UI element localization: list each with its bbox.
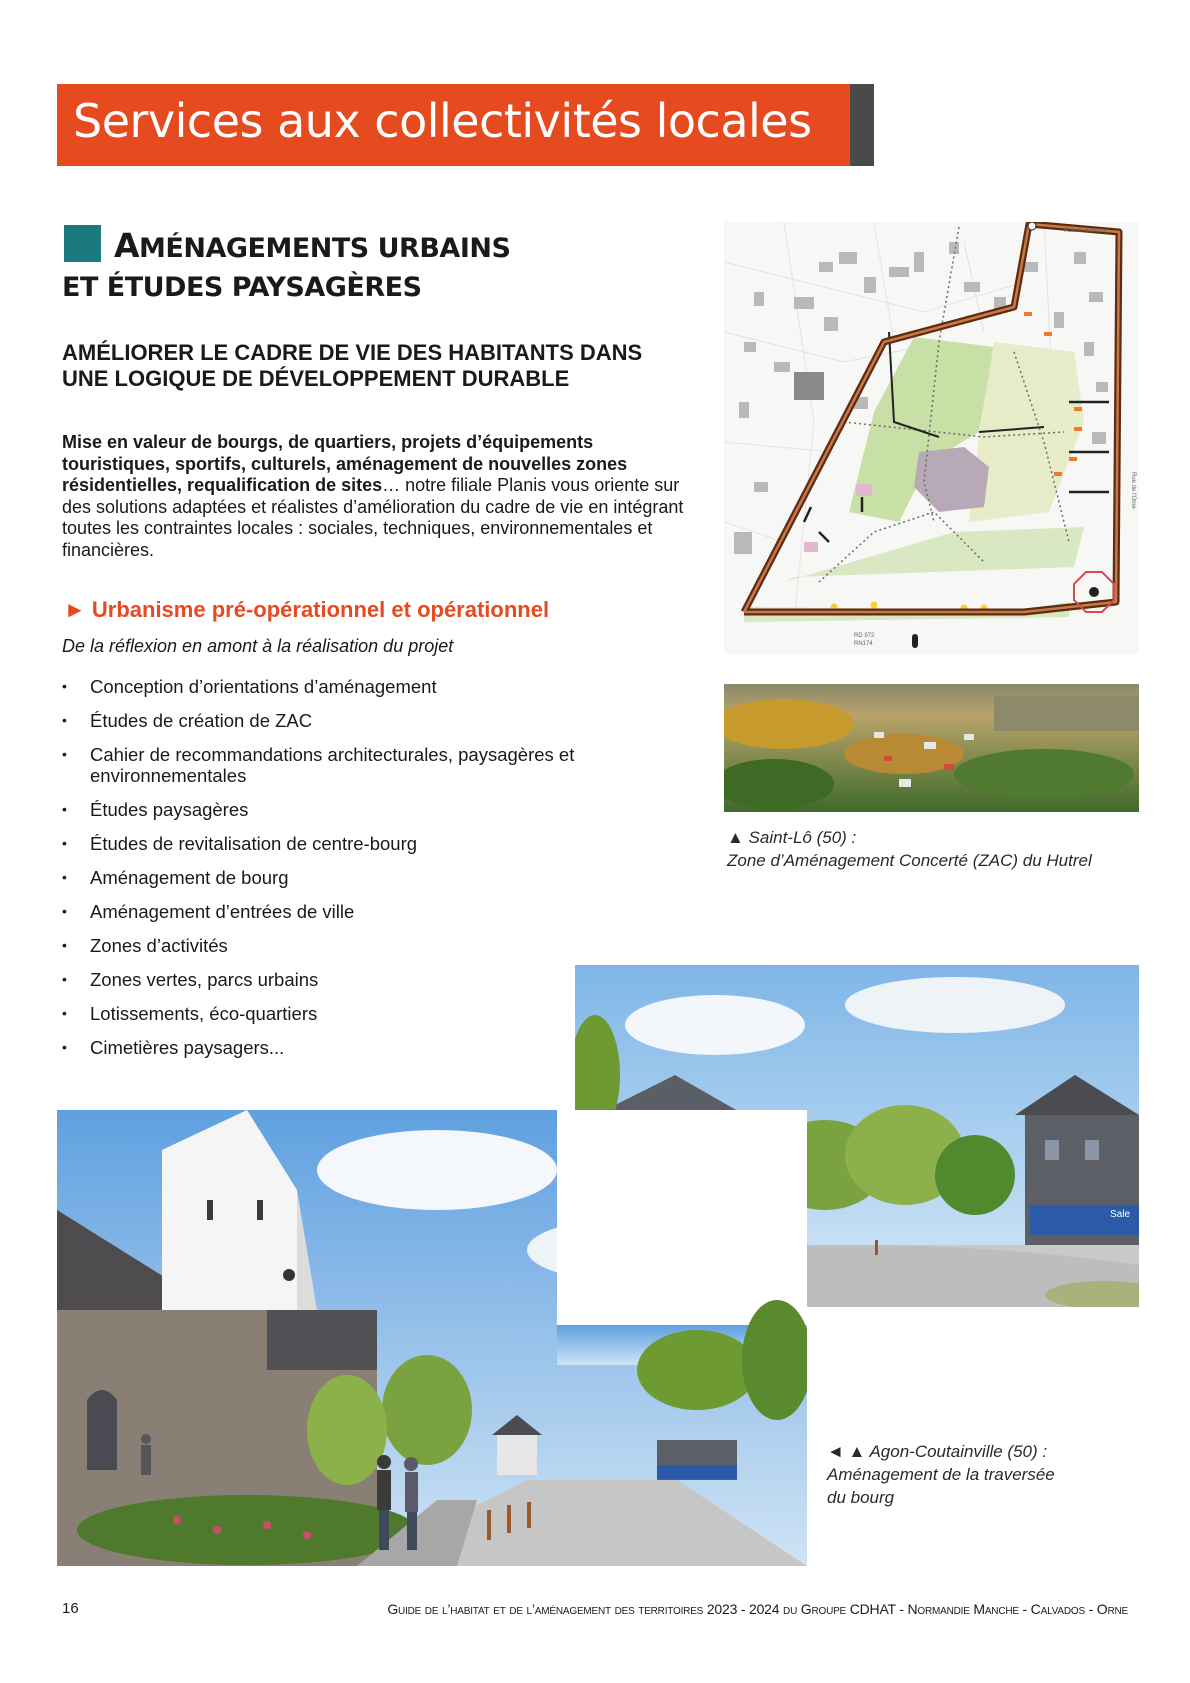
map-label-top: Rue de Balleroy [1064,228,1107,234]
banner-title: Services aux collectivités locales [73,94,812,148]
intro-bold: Mise en valeur de bourgs, de quartiers, projets d’équipements touristiques, sportifs, culturels, aménagement de nouvelles zones résidentielles, requalification de sites [62,432,628,495]
list-item: • Études de création de ZAC [62,710,622,731]
section-title: ► Urbanisme pré-opérationnel et opérationnel [64,597,550,622]
list-item: • Cahier de recommandations architecturales, paysagères et environnementales [62,744,622,786]
caption-saint-lo-line2: Zone d’Aménagement Concerté (ZAC) du Hutrel [727,851,1092,870]
list-item: • Zones vertes, parcs urbains [62,969,622,990]
heading-line2: ET ÉTUDES PAYSAGÈRES [62,272,422,303]
list-item: • Études de revitalisation de centre-bourg [62,833,622,854]
map-label-right: Rue de l'Orne [1130,472,1136,509]
heading-line1-rest: MÉNAGEMENTS URBAINS [139,233,511,264]
list-item: • Zones d’activités [62,935,622,956]
list-item: • Aménagement de bourg [62,867,622,888]
section-subtitle: De la réflexion en amont à la réalisation du projet [62,636,454,656]
list-item: • Aménagement d’entrées de ville [62,901,622,922]
intro-rest: … notre filiale Planis vous oriente sur des solutions adaptées et réalistes d’amélioration du cadre de vie en intégrant toutes les contraintes locales : sociales, techniques, environnementales et financières. [62,475,684,560]
map-label-bottom1: RD 972 [854,633,875,639]
heading-initial: A [114,226,140,265]
list-item: • Conception d’orientations d’aménagement [62,676,622,697]
caption-saint-lo [727,826,1092,872]
footer-text: Guide de l’habitat et de l’aménagement des territoires 2023 - 2024 du Groupe CDHAT - Normandie Manche - Calvados - Orne [387,1601,1128,1617]
caption-agon-line3: du bourg [827,1488,895,1507]
list-item: • Lotissements, éco-quartiers [62,1003,622,1024]
banner-dark-strip [850,84,874,166]
page-number: 16 [62,1600,79,1617]
aerial-photo [724,684,1139,812]
section-square-marker [64,225,101,262]
caption-saint-lo-line1: ▲ Saint-Lô (50) : [727,828,857,847]
list-item: • Études paysagères [62,799,622,820]
map-label-bottom2: RN174 [854,641,873,647]
subheading: AMÉLIORER LE CADRE DE VIE DES HABITANTS DANS UNE LOGIQUE DE DÉVELOPPEMENT DURABLE [62,340,643,391]
list-item: • Cimetières paysagers... [62,1037,622,1058]
zac-plan-map [724,222,1139,654]
heading-line1 [114,226,510,265]
caption-agon-line1: ◄ ▲ Agon-Coutainville (50) : [827,1442,1048,1461]
page-banner [57,84,874,166]
intro-paragraph [62,432,692,561]
caption-agon-line2: Aménagement de la traversée [827,1465,1055,1484]
shop-sign-text: Sale [1110,1209,1131,1220]
services-list [62,676,622,1071]
church-render-photo [57,1110,807,1566]
caption-agon [827,1440,1055,1509]
